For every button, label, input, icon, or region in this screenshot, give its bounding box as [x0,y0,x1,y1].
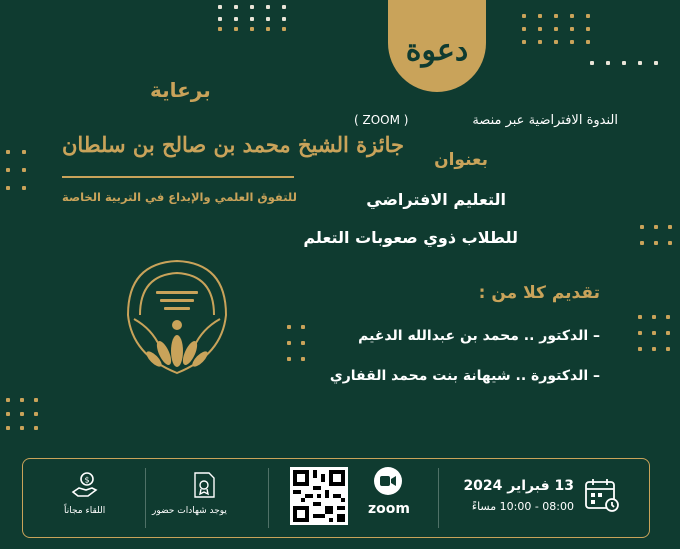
title-line-1: التعليم الافتراضي [366,190,506,209]
dot-grid-right-bottom [638,315,670,351]
qr-code[interactable] [290,467,348,525]
certificate-label: يوجد شهادات حضور [152,506,227,516]
presenter-1: – الدكتور .. محمد بن عبدالله الدغيم [358,328,600,344]
presenters-label: تقديم كلا من : [478,283,600,303]
dot-grid-center-bottom [287,325,305,361]
dot-grid-right-white [590,61,658,65]
platform-name: ( ZOOM ) [354,113,409,127]
dot-grid-top-left-2 [218,27,286,31]
event-date: 13 فبراير 2024 [463,478,574,494]
footer-divider-2 [268,468,269,528]
platform-line: الندوة الافتراضية عبر منصة [472,113,618,128]
certificate-icon [189,470,219,500]
dot-grid-top-right [522,14,590,44]
award-subtitle: للتفوق العلمي والإبداع في التربية الخاصة [62,190,297,204]
title-line-2: للطلاب ذوي صعوبات التعلم [303,228,518,247]
calendar-clock-icon [583,476,621,514]
award-title: جائزة الشيخ محمد بن صالح بن سلطان [62,132,404,157]
award-title-underline [62,176,294,178]
invitation-badge-label: دعوة [405,32,469,68]
footer-divider-3 [438,468,439,528]
zoom-icon [374,467,402,495]
dot-grid-top-left-1 [218,5,286,21]
zoom-label: zoom [368,501,410,517]
dot-grid-left-bottom [6,398,38,430]
presenter-2: – الدكتورة .. شيهانة بنت محمد القفاري [329,368,600,384]
event-time: 08:00 - 10:00 مساءً [471,500,574,513]
free-hand-icon [70,470,100,500]
dot-grid-right-mid [640,225,672,245]
svg-text:$: $ [84,475,90,485]
invitation-badge [388,0,486,92]
dot-grid-left-mid [6,150,26,190]
title-label: بعنوان [434,150,488,170]
free-label: اللقاء مجاناً [64,506,106,516]
footer-divider-1 [145,468,146,528]
award-seal-logo [112,255,242,380]
sponsor-label: برعاية [150,78,211,102]
